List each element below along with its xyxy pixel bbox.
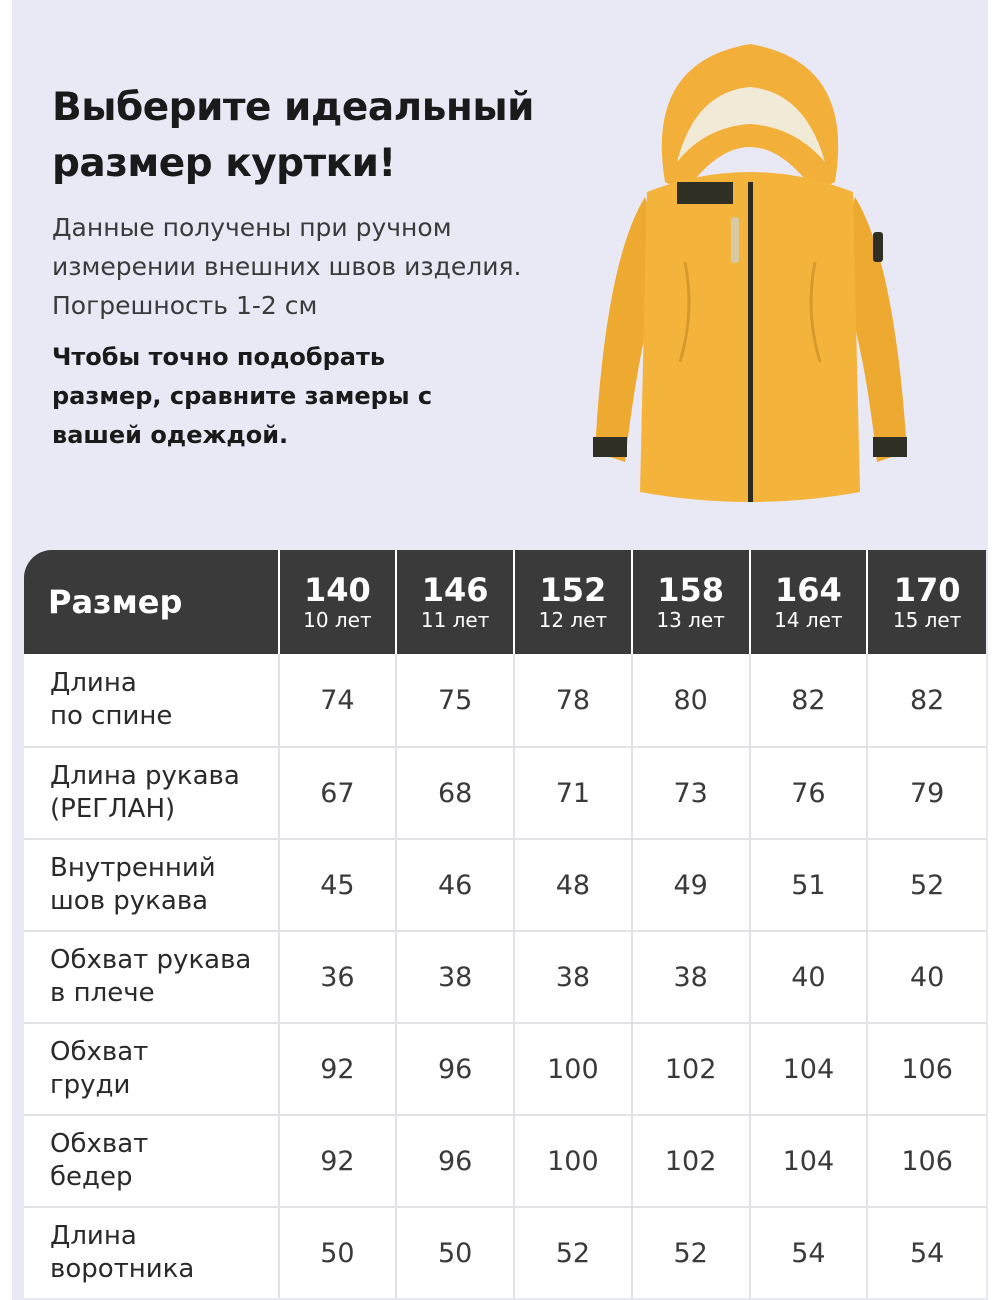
measurement-cell: 51 (751, 840, 869, 930)
table-header-row (24, 550, 986, 654)
measurement-cell: 50 (397, 1208, 515, 1298)
table-row (24, 1022, 986, 1114)
table-row (24, 746, 986, 838)
measurement-cell: 100 (515, 1024, 633, 1114)
measurement-cell: 106 (901, 1145, 953, 1177)
size-number: 158 (657, 571, 725, 609)
measurement-cell: 40 (751, 932, 869, 1022)
headline: Выберите идеальный размер куртки! (52, 85, 534, 186)
measurement-cell: 67 (280, 748, 398, 838)
size-col-152 (515, 550, 633, 654)
size-number: 140 (303, 571, 371, 609)
measurement-cell: 54 (751, 1208, 869, 1298)
table-row (24, 1114, 986, 1206)
size-col-164 (751, 550, 869, 654)
row-label: Обхват рукава в плече (24, 932, 280, 1022)
jacket-illustration (585, 32, 915, 512)
measurement-cell: 73 (633, 748, 751, 838)
size-age: 12 лет (538, 608, 608, 632)
size-col-140 (280, 550, 398, 654)
measurement-cell: 92 (280, 1116, 398, 1206)
measurement-cell: 75 (397, 654, 515, 746)
measurement-cell: 68 (397, 748, 515, 838)
size-number: 170 (893, 571, 961, 609)
table-body (24, 654, 986, 1298)
measurement-cell: 71 (515, 748, 633, 838)
right-margin (988, 0, 1000, 1300)
measurement-cell: 38 (515, 932, 633, 1022)
size-age: 13 лет (656, 608, 725, 632)
measurement-cell: 40 (909, 961, 945, 993)
measurement-cell: 78 (515, 654, 633, 746)
table-row (24, 654, 986, 746)
size-col-170 (868, 550, 986, 654)
row-label: Обхват груди (24, 1024, 280, 1114)
measurement-cell: 76 (751, 748, 869, 838)
measurement-cell: 38 (397, 932, 515, 1022)
measurement-cell: 96 (397, 1024, 515, 1114)
measurement-cell: 79 (909, 777, 945, 809)
measurement-cell: 45 (280, 840, 398, 930)
size-age: 15 лет (892, 608, 962, 632)
size-number: 152 (539, 571, 607, 609)
measurement-cell: 52 (633, 1208, 751, 1298)
table-row (24, 1206, 986, 1298)
size-table (24, 550, 986, 1298)
table-header-label: Размер (24, 550, 280, 654)
measurement-cell: 104 (751, 1116, 869, 1206)
table-row (24, 838, 986, 930)
measurement-cell: 46 (397, 840, 515, 930)
measurement-cell: 106 (901, 1053, 953, 1085)
row-label: Внутренний шов рукава (24, 840, 280, 930)
measurement-cell: 54 (909, 1237, 945, 1269)
measurement-cell: 48 (515, 840, 633, 930)
measurement-cell: 49 (633, 840, 751, 930)
left-margin (0, 0, 12, 1300)
measurement-cell: 82 (909, 684, 945, 716)
size-col-146 (397, 550, 515, 654)
measurement-cell: 100 (515, 1116, 633, 1206)
size-number: 164 (774, 571, 842, 609)
row-label: Длина по спине (24, 654, 280, 746)
measurement-cell: 50 (280, 1208, 398, 1298)
table-row (24, 930, 986, 1022)
size-number: 146 (421, 571, 489, 609)
row-label: Длина воротника (24, 1208, 280, 1298)
measurement-cell: 102 (633, 1024, 751, 1114)
measurement-cell: 74 (280, 654, 398, 746)
row-label: Длина рукава (РЕГЛАН) (24, 748, 280, 838)
row-label: Обхват бедер (24, 1116, 280, 1206)
measurement-cell: 82 (751, 654, 869, 746)
measurement-cell: 104 (751, 1024, 869, 1114)
measurement-cell: 38 (633, 932, 751, 1022)
size-col-158 (633, 550, 751, 654)
measurement-cell: 92 (280, 1024, 398, 1114)
measurement-cell: 52 (909, 869, 945, 901)
measurement-cell: 36 (280, 932, 398, 1022)
size-age: 14 лет (774, 608, 843, 632)
measurement-cell: 80 (633, 654, 751, 746)
measurement-cell: 102 (633, 1116, 751, 1206)
measurement-note: Данные получены при ручном измерении внешних швов изделия. Погрешность 1-2 см (52, 213, 522, 320)
size-age: 10 лет (303, 608, 372, 632)
advice-text: Чтобы точно подобрать размер, сравните замеры с вашей одеждой. (52, 343, 433, 449)
size-age: 11 лет (420, 608, 490, 632)
measurement-cell: 52 (515, 1208, 633, 1298)
measurement-cell: 96 (397, 1116, 515, 1206)
